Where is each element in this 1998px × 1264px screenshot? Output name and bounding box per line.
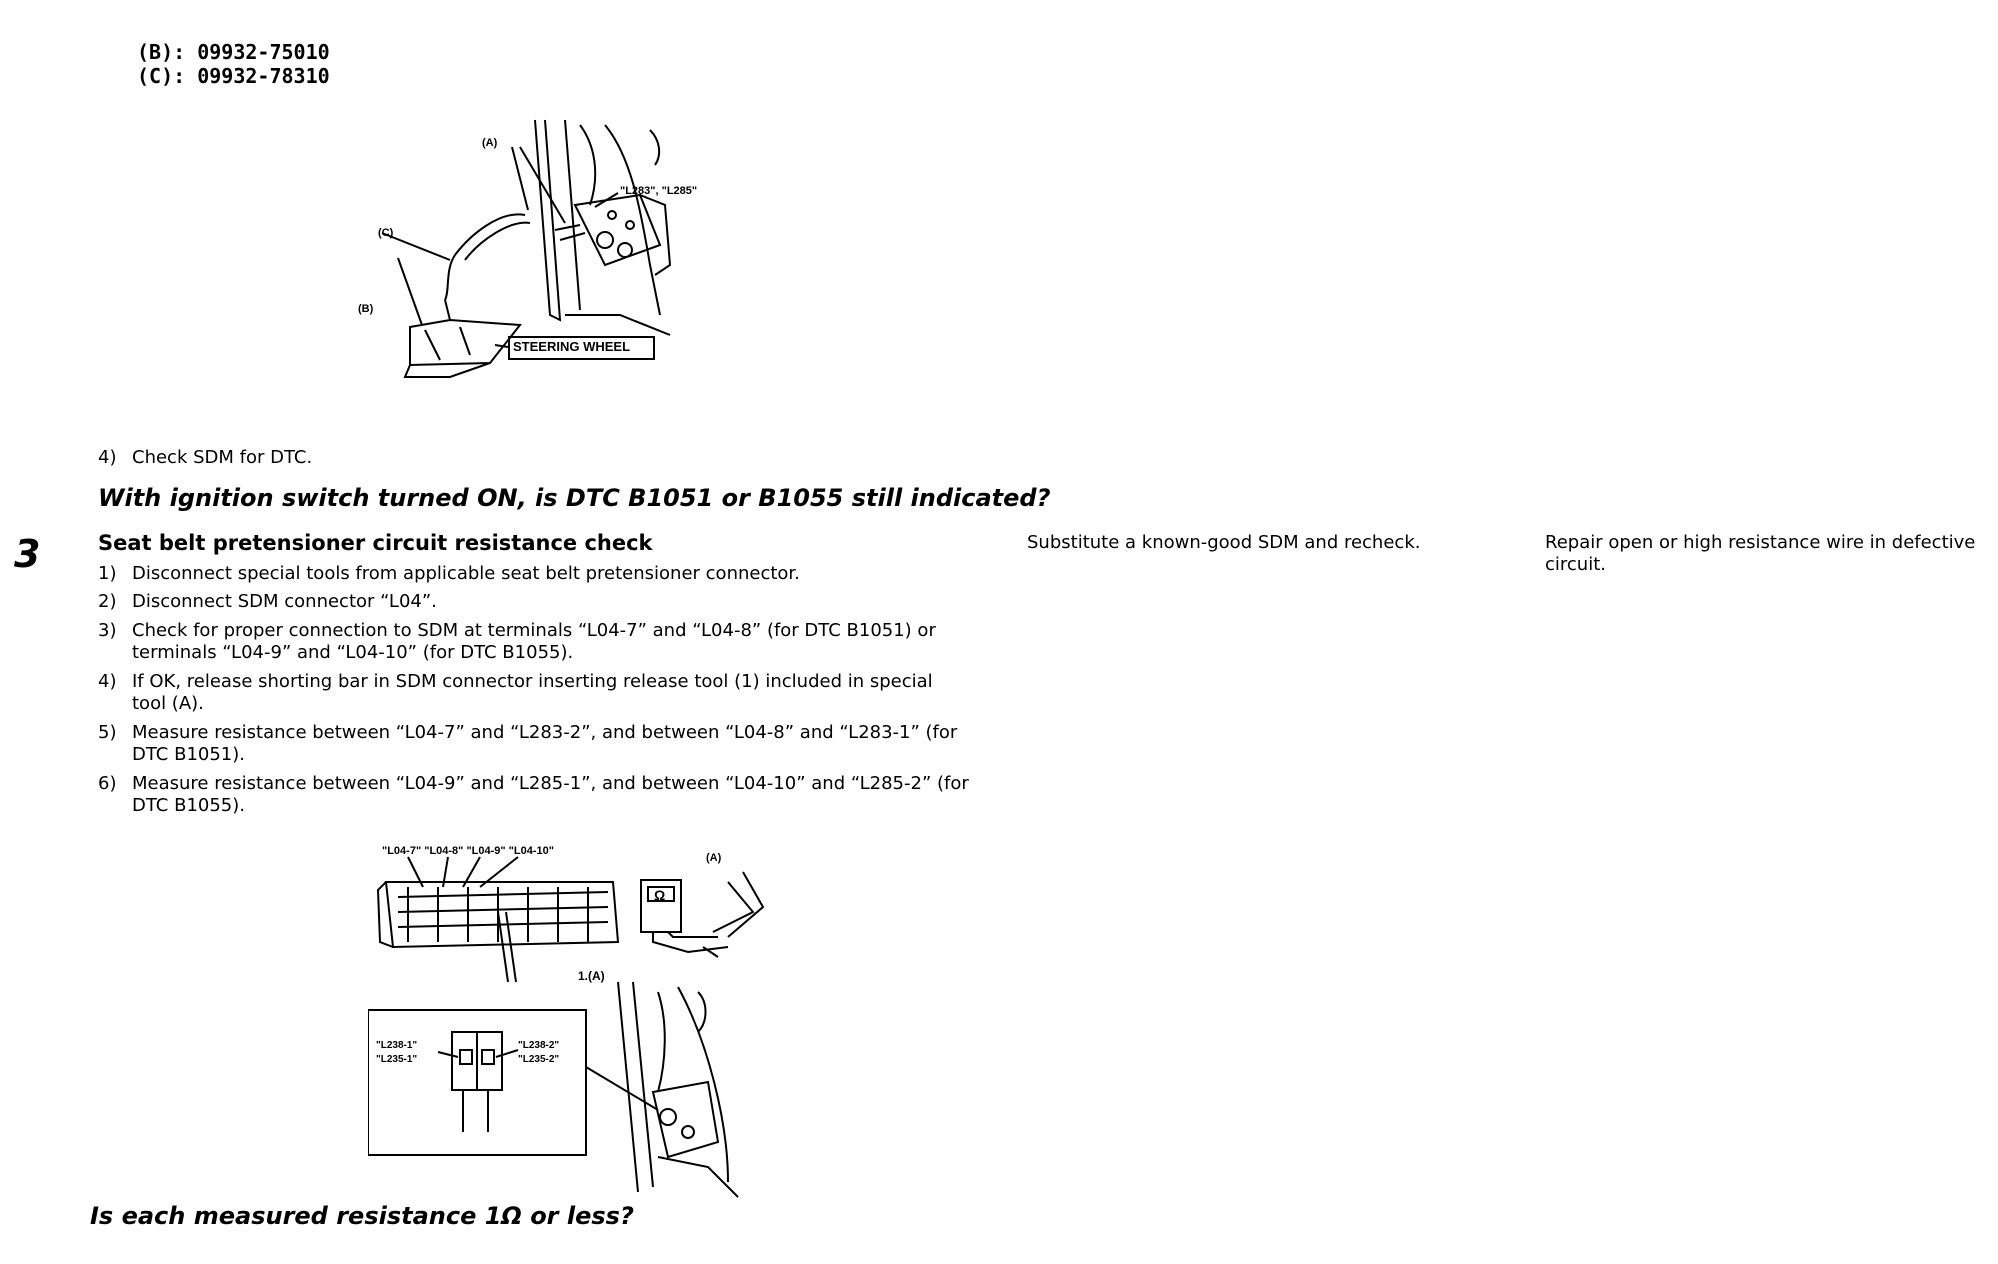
fig1-label-b: (B) [358, 303, 374, 315]
step3-no-action [1545, 532, 1975, 576]
fig2-label-tool: 1.(A) [578, 969, 605, 983]
step3-item-4-line1: If OK, release shorting bar in SDM connector inserting release tool (1) included in special [132, 671, 933, 692]
step3-item-1-number: 1) [98, 563, 117, 584]
fig1-label-a: (A) [482, 137, 498, 149]
step3-title: Seat belt pretensioner circuit resistance check [98, 531, 653, 555]
fig2-label-l235-2: "L235-2" [518, 1054, 560, 1065]
tool-c-label: (C): 09932-78310 [137, 64, 330, 88]
step3-no-action-line1: Repair open or high resistance wire in defective [1545, 532, 1976, 553]
fig1-label-c: (C) [378, 227, 394, 239]
step3-item-5 [98, 722, 1018, 768]
step3-item-6-line1: Measure resistance between “L04-9” and “L285-1”, and between “L04-10” and “L285-2” (for [132, 773, 969, 794]
step3-item-3-line2: terminals “L04-9” and “L04-10” (for DTC B1055). [132, 642, 574, 663]
fig2-label-l235-1: "L235-1" [376, 1054, 418, 1065]
step3-yes-action: Substitute a known-good SDM and recheck. [1027, 532, 1421, 553]
step2-item-4-text: Check SDM for DTC. [132, 447, 313, 468]
step3-item-6-number: 6) [98, 773, 117, 794]
figure-steering-wheel-connector [350, 115, 800, 400]
step3-item-3-line1: Check for proper connection to SDM at terminals “L04-7” and “L04-8” (for DTC B1051) or [132, 620, 936, 641]
step3-item-4-line2: tool (A). [132, 693, 204, 714]
step3-question: Is each measured resistance 1Ω or less? [90, 1202, 634, 1230]
fig1-label-steering-wheel: STEERING WHEEL [513, 339, 631, 354]
step3-item-5-line2: DTC B1051). [132, 744, 245, 765]
fig2-label-a: (A) [706, 852, 722, 864]
step3-number: 3 [14, 532, 41, 576]
figure-resistance-check [368, 842, 778, 1207]
step3-item-5-line1: Measure resistance between “L04-7” and “L283-2”, and between “L04-8” and “L283-1” (for [132, 722, 958, 743]
step2-question: With ignition switch turned ON, is DTC B1051 or B1055 still indicated? [98, 484, 1051, 512]
step3-no-action-line2: circuit. [1545, 554, 1606, 575]
step3-item-2 [98, 591, 1018, 615]
tool-b-label: (B): 09932-75010 [137, 40, 330, 64]
fig2-label-l238-1: "L238-1" [376, 1040, 418, 1051]
step3-item-2-number: 2) [98, 591, 117, 612]
steering-wheel-diagram [350, 115, 800, 400]
step2-item-4 [98, 447, 998, 471]
step3-item-6 [98, 773, 1018, 819]
step3-item-3 [98, 620, 1018, 666]
step3-item-3-number: 3) [98, 620, 117, 641]
step3-item-6-line2: DTC B1055). [132, 795, 245, 816]
step3-item-1 [98, 563, 1018, 587]
step3-item-4-number: 4) [98, 671, 117, 692]
step3-item-2-text: Disconnect SDM connector “L04”. [132, 591, 437, 612]
step3-item-4 [98, 671, 1018, 717]
fig1-label-connectors: "L283", "L285" [620, 185, 698, 197]
fig2-label-l238-2: "L238-2" [518, 1040, 560, 1051]
step3-item-5-number: 5) [98, 722, 117, 743]
resistance-check-diagram [368, 842, 778, 1207]
step3-item-1-text: Disconnect special tools from applicable seat belt pretensioner connector. [132, 563, 800, 584]
step2-item-4-number: 4) [98, 447, 117, 468]
fig2-label-ohm: Ω [654, 887, 666, 903]
fig2-label-terminals: "L04-7" "L04-8" "L04-9" "L04-10" [382, 845, 554, 857]
